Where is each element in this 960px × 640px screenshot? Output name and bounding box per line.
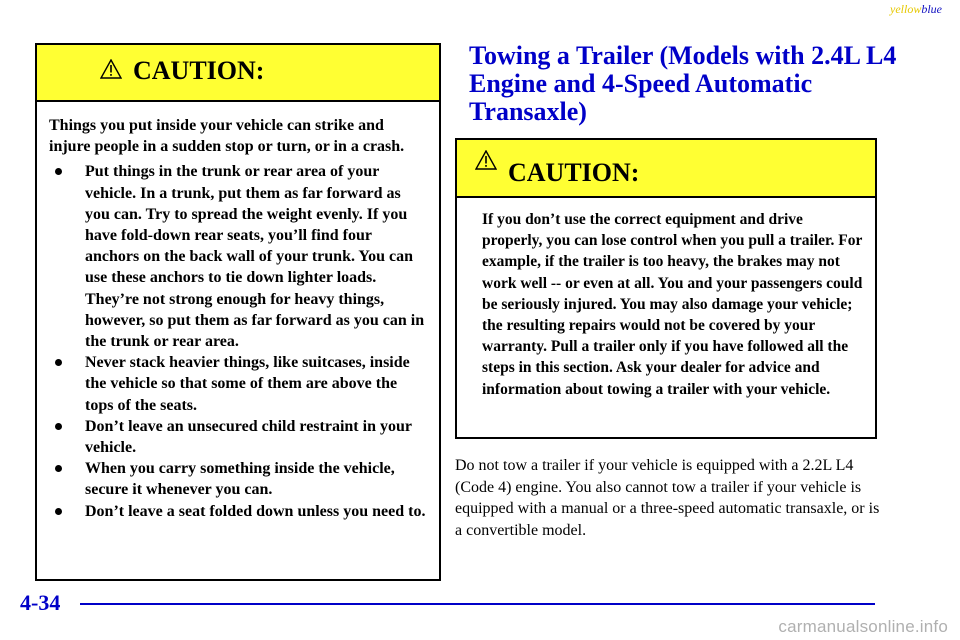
caution-bullet: When you carry something inside the vehicle, secure it whenever you can. [49, 458, 429, 500]
color-tag-yellow: yellow [890, 2, 922, 16]
caution-header [457, 140, 875, 198]
color-tag [890, 2, 942, 17]
warning-triangle-icon [475, 150, 497, 170]
watermark: carmanualsonline.info [778, 617, 948, 636]
caution-body: If you don’t use the correct equipment and drive properly, you can lose control when you pull a trailer. For example, if the trailer is too heavy, the brakes may not work well -- or even at all. You and your passengers could be seriously injured. You may also damage your vehicle; the resulting repairs would not be covered by your warranty. Pull a trailer only if you have followed all the steps in this section. Ask your dealer for advice and information about towing a trailer with your vehicle. [482, 211, 863, 398]
bullet-icon [55, 359, 62, 366]
section-heading: Towing a Trailer (Models with 2.4L L4 Engine and 4-Speed Automatic Transaxle) [469, 41, 897, 126]
caution-header [37, 45, 439, 102]
caution-title: CAUTION: [508, 158, 640, 187]
caution-bullet: Don’t leave an unsecured child restraint in your vehicle. [49, 416, 429, 458]
caution-bullet: Don’t leave a seat folded down unless you need to. [49, 501, 429, 522]
page-number: 4-34 [20, 590, 61, 615]
caution-title: CAUTION: [133, 56, 265, 85]
warning-triangle-icon [100, 59, 122, 79]
bullet-icon [55, 465, 62, 472]
body-paragraph: Do not tow a trailer if your vehicle is equipped with a 2.2L L4 (Code 4) engine. You also cannot tow a trailer if your vehicle is equipped with a manual or a three-speed automatic transaxle, or is a convertible model. [455, 457, 880, 539]
bullet-icon [55, 168, 62, 175]
caution-bullet: Never stack heavier things, like suitcases, inside the vehicle so that some of them are above the tops of the seats. [49, 352, 429, 416]
color-tag-blue: blue [921, 2, 942, 16]
bullet-icon [55, 423, 62, 430]
bullet-icon [55, 508, 62, 515]
caution-bullet: Put things in the trunk or rear area of your vehicle. In a trunk, put them as far forward as you can. Try to spread the weight evenly. If you have fold-down rear seats, you’ll find four anchors on the back wall of your trunk. You can use these anchors to tie down lighter loads. They’re not strong enough for heavy things, however, so put them as far forward as you can in the trunk or rear area. [49, 161, 429, 352]
caution-box-towing [455, 138, 877, 439]
caution-box-cargo [35, 43, 441, 581]
footer-rule [80, 603, 875, 605]
caution-body [37, 102, 439, 522]
caution-intro: Things you put inside your vehicle can strike and injure people in a sudden stop or turn, or in a crash. [49, 117, 405, 156]
caution-bullet-list [49, 161, 429, 521]
